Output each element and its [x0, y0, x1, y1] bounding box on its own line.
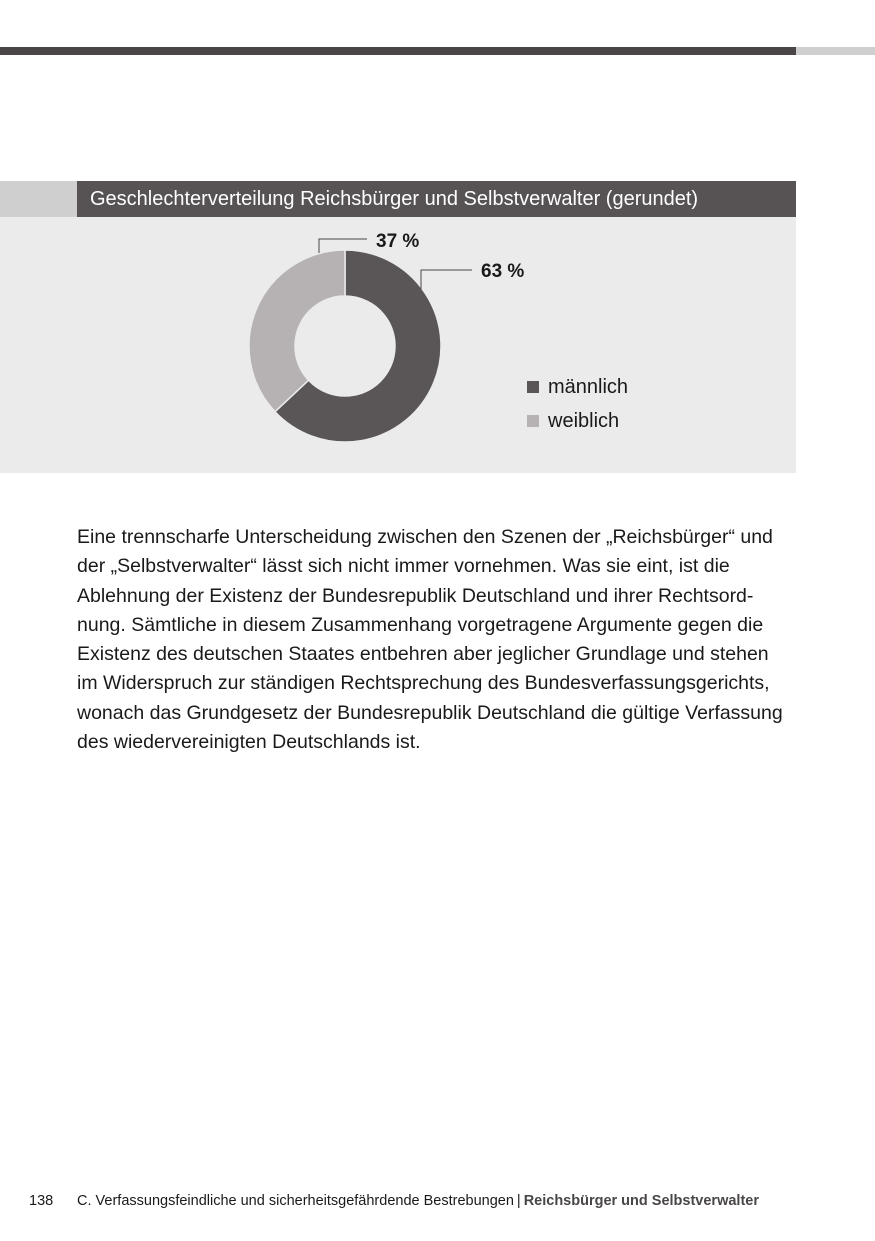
body-line: Eine trennscharfe Unterscheidung zwischen den Szenen der „Reichsbürger“ und — [77, 526, 773, 548]
legend-label-weiblich: weiblich — [548, 410, 620, 432]
data-label-maennlich: 63 % — [481, 261, 525, 282]
body-line: Existenz des deutschen Staates entbehren aber jeglicher Grundlage und stehen — [77, 643, 769, 666]
body-line: Ablehnung der Existenz der Bundesrepublik Deutschland und ihrer Rechtsord- — [77, 584, 754, 607]
donut-chart — [0, 181, 796, 473]
body-paragraph — [77, 523, 797, 757]
body-line: des wiedervereinigten Deutschlands ist. — [77, 731, 421, 754]
legend-swatch-maennlich — [527, 381, 539, 393]
body-line: im Widerspruch zur ständigen Rechtsprechung des Bundesverfassungsgerichts, — [77, 672, 770, 695]
legend-label-maennlich: männlich — [548, 376, 629, 398]
leader-line-maennlich — [421, 270, 472, 289]
footer-chapter-title: C. Verfassungsfeindliche und sicherheitsgefährdende Bestrebungen — [77, 1193, 514, 1209]
header-rule-dark — [0, 47, 796, 55]
footer-section-title: Reichsbürger und Selbstverwalter — [523, 1193, 759, 1209]
body-line: der „Selbstverwalter“ lässt sich nicht immer vornehmen. Was sie eint, ist die — [77, 555, 730, 578]
footer-separator: | — [516, 1193, 521, 1209]
header-rule-light — [796, 47, 875, 55]
legend-swatch-weiblich — [527, 415, 539, 427]
body-line: wonach das Grundgesetz der Bundesrepublik Deutschland die gültige Verfassung — [77, 701, 783, 724]
data-label-weiblich: 37 % — [376, 231, 420, 252]
chart-title: Geschlechterverteilung Reichsbürger und Selbstverwalter (gerundet) — [77, 181, 796, 217]
body-line: nung. Sämtliche in diesem Zusammenhang vorgetragene Argumente gegen die — [77, 613, 764, 636]
donut-slice-weiblich — [249, 250, 345, 412]
page-number: 138 — [29, 1193, 54, 1209]
chart-panel — [0, 181, 796, 473]
page-footer — [0, 1189, 875, 1213]
running-footer — [77, 1189, 759, 1213]
